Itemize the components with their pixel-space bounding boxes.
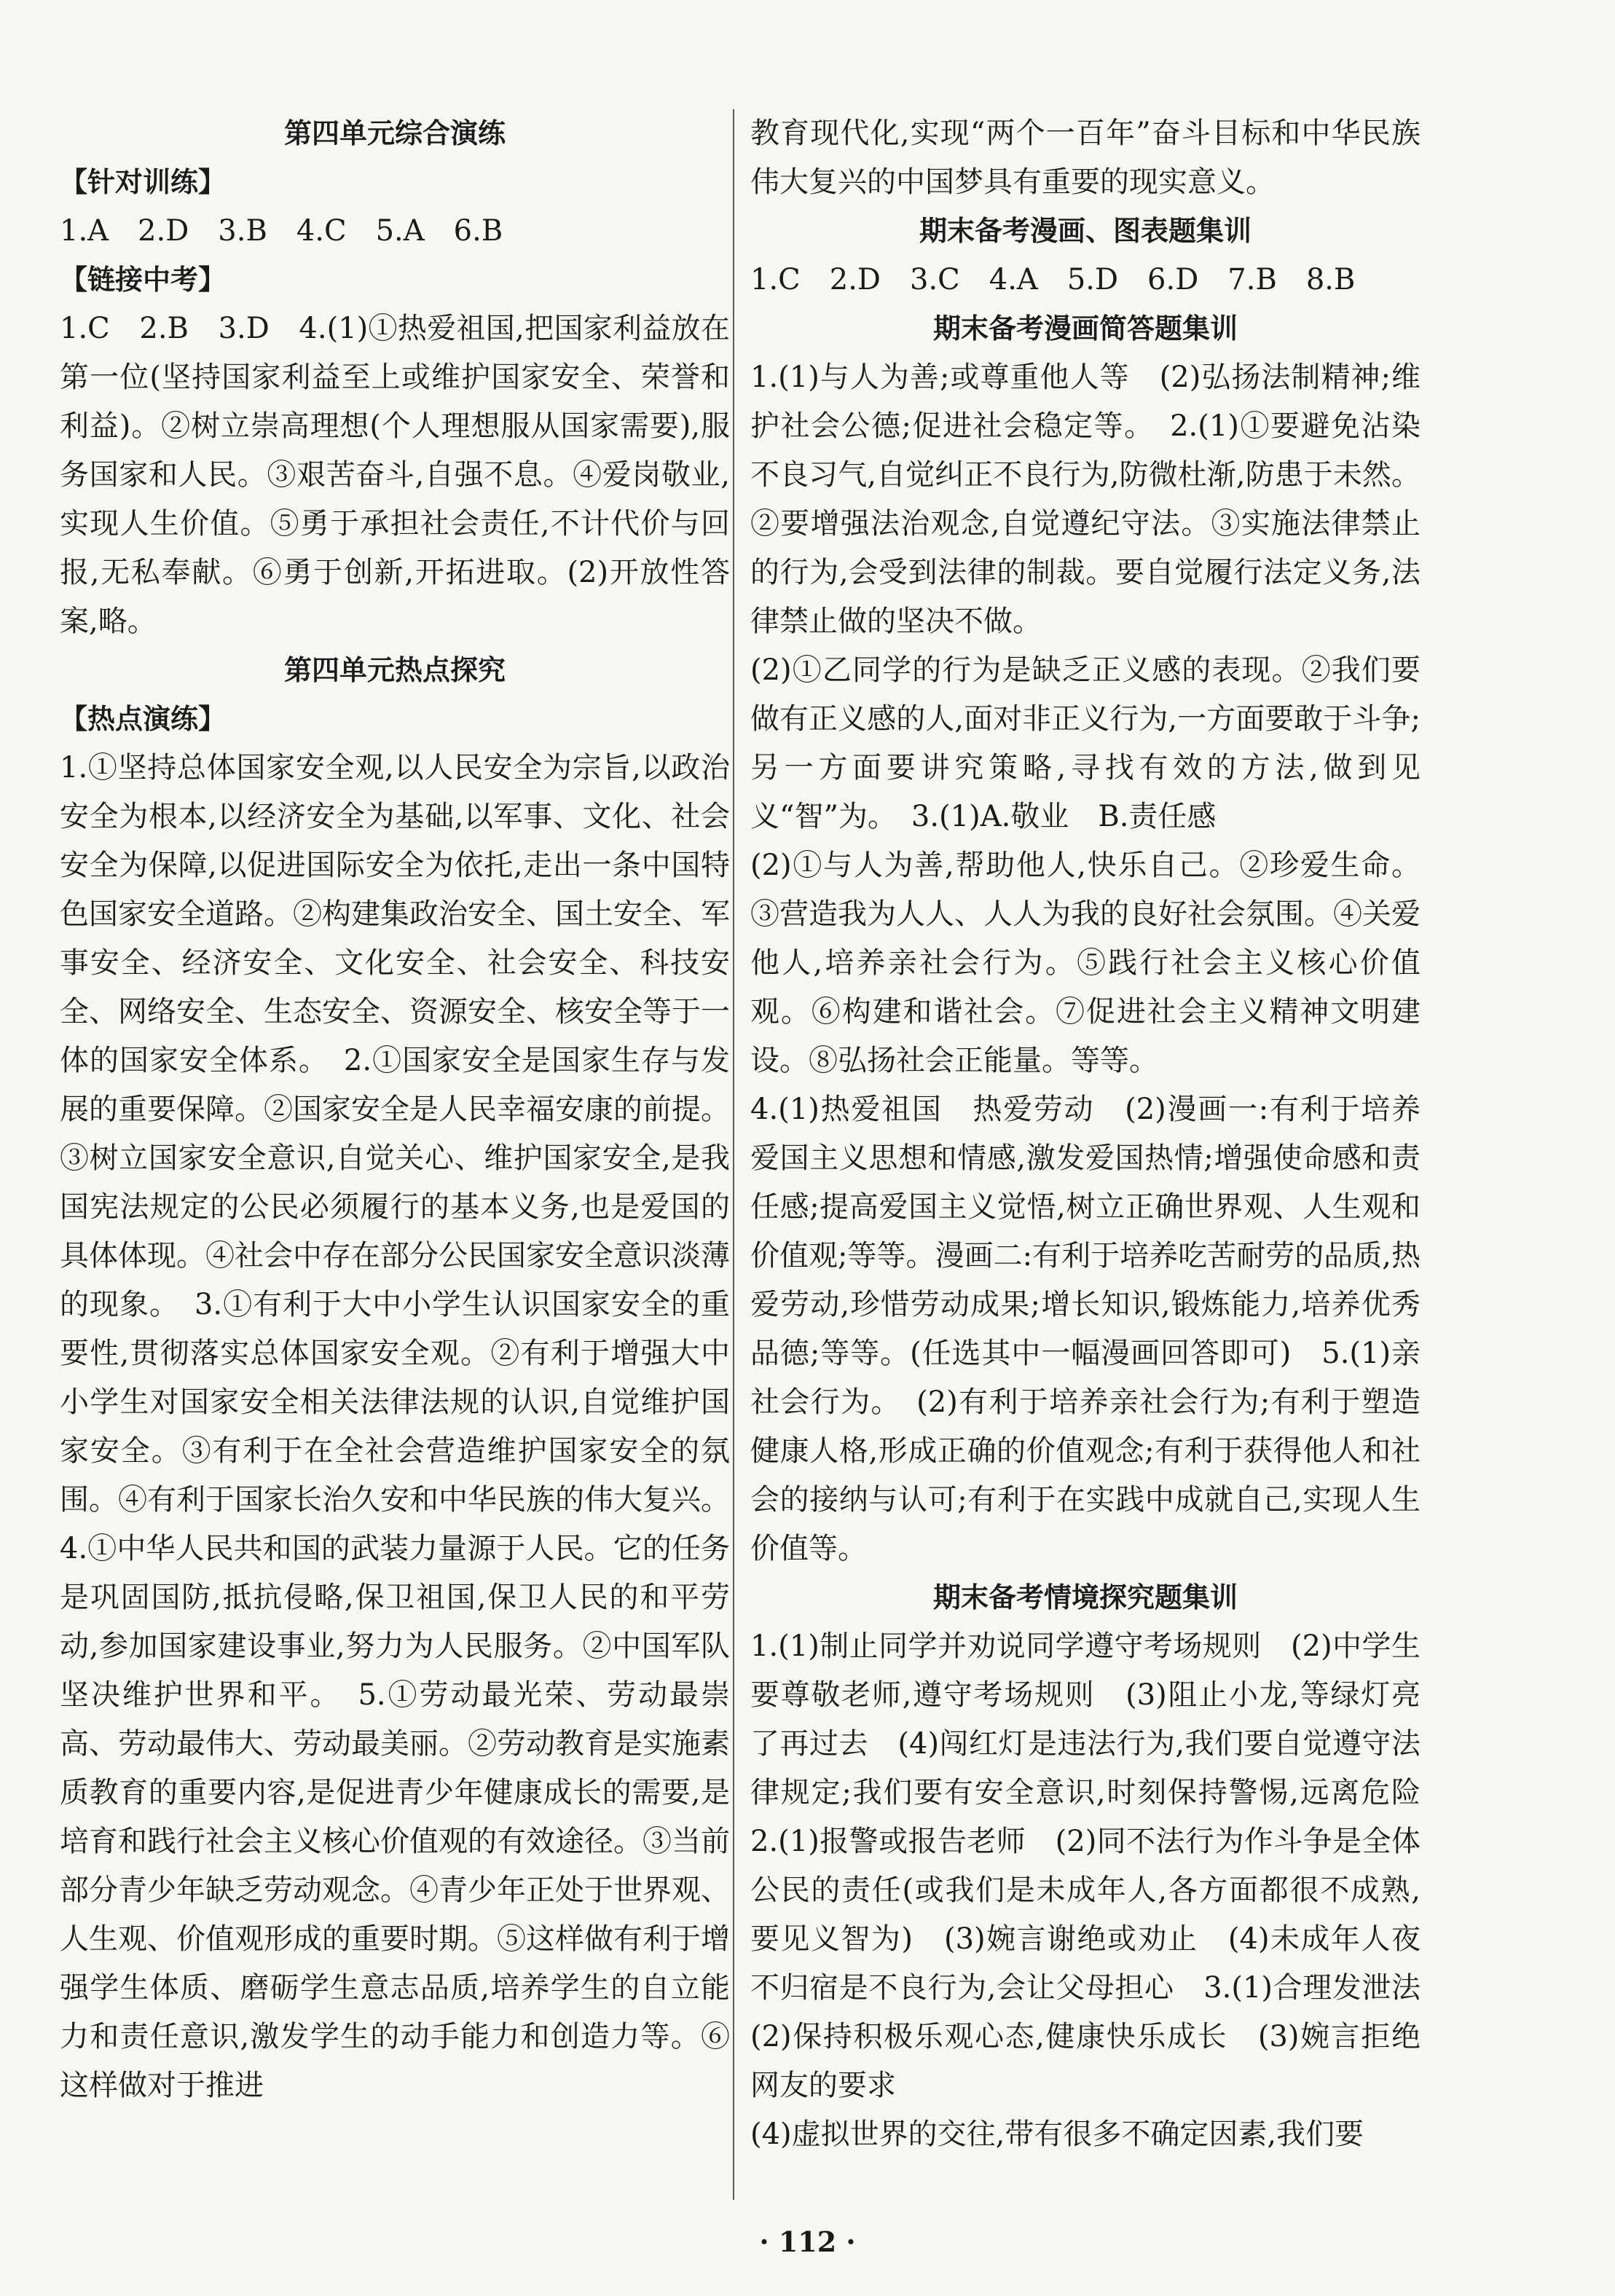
comic-short-text-3: (2)①与人为善,帮助他人,快乐自己。②珍爱生命。③营造我为人人、人人为我的良好社会氛围。④关爱他人,培养亲社会行为。⑤践行社会主义核心价值观。⑥构建和谐社会。⑦促进社会主义精神文明建设。⑧弘扬社会正能量。等等。	[750, 849, 1421, 1077]
comic-short-text-4: 4.(1)热爱祖国 热爱劳动 (2)漫画一:有利于培养爱国主义思想和情感,激发爱国热情;增强使命感和责任感;提高爱国主义觉悟,树立正确世界观、人生观和价值观;等等。漫画二:有利于培养吃苦耐劳的品质,热爱劳动,珍惜劳动成果;增长知识,锻炼能力,培养优秀品德;等等。(任选其中一幅漫画回答即可) 5.(1)亲社会行为。 (2)有利于培养亲社会行为;有利于塑造健康人格,形成正确的价值观念;有利于获得他人和社会的接纳与认可;有利于在实践中成就自己,实现人生价值等。	[750, 1093, 1421, 1565]
link-exam-label: 【链接中考】	[60, 264, 227, 296]
scenario-text-2: (4)虚拟世界的交往,带有很多不确定因素,我们要	[750, 2118, 1364, 2151]
targeted-training-label: 【针对训练】	[60, 166, 227, 198]
left-column	[60, 109, 730, 2110]
link-exam-text: 1.C 2.B 3.D 4.(1)①热爱祖国,把国家利益放在第一位(坚持国家利益至上或维护国家安全、荣誉和利益)。②树立崇高理想(个人理想服从国家需要),服务国家和人民。③艰苦奋斗,自强不息。④爱岗敬业,实现人生价值。⑤勇于承担社会责任,不计代价与回报,无私奉献。⑥勇于创新,开拓进取。(2)开放性答案,略。	[60, 312, 730, 638]
comic-chart-title: 期末备考漫画、图表题集训	[919, 215, 1251, 247]
targeted-training-answers: 1.A 2.D 3.B 4.C 5.A 6.B	[60, 214, 503, 248]
comic-short-title: 期末备考漫画简答题集训	[932, 312, 1238, 345]
comic-short-text-1: 1.(1)与人为善;或尊重他人等 (2)弘扬法制精神;维护社会公德;促进社会稳定等。 2.(1)①要避免沾染不良习气,自觉纠正不良行为,防微杜渐,防患于未然。②要增强法治观念,自觉遵纪守法。③实施法律禁止的行为,会受到法律的制裁。要自觉履行法定义务,法律禁止做的坚决不做。	[750, 361, 1421, 638]
right-column	[750, 109, 1450, 2159]
comic-short-text-2: (2)①乙同学的行为是缺乏正义感的表现。②我们要做有正义感的人,面对非正义行为,一方面要敢于斗争;另一方面要讲究策略,寻找有效的方法,做到见义“智”为。 3.(1)A.敬业 B.责任感	[750, 653, 1421, 833]
hot-practice-label: 【热点演练】	[60, 703, 227, 735]
continuation-text: 教育现代化,实现“两个一百年”奋斗目标和中华民族伟大复兴的中国梦具有重要的现实意义。	[750, 117, 1421, 199]
page-number: · 112 ·	[759, 2225, 856, 2258]
unit4-hot-title: 第四单元热点探究	[283, 654, 506, 686]
column-divider	[733, 109, 734, 2200]
hot-practice-text-2: 4.①中华人民共和国的武装力量源于人民。它的任务是巩固国防,抵抗侵略,保卫祖国,保卫人民的和平劳动,参加国家建设事业,努力为人民服务。②中国军队坚决维护世界和平。 5.①劳动最光荣、劳动最崇高、劳动最伟大、劳动最美丽。②劳动教育是实施素质教育的重要内容,是促进青少年健康成长的需要,是培育和践行社会主义核心价值观的有效途径。③当前部分青少年缺乏劳动观念。④青少年正处于世界观、人生观、价值观形成的重要时期。⑤这样做有利于增强学生体质、磨砺学生意志品质,培养学生的自立能力和责任意识,激发学生的动手能力和创造力等。⑥这样做对于推进	[60, 1532, 730, 2102]
hot-practice-text: 1.①坚持总体国家安全观,以人民安全为宗旨,以政治安全为根本,以经济安全为基础,以军事、文化、社会安全为保障,以促进国际安全为依托,走出一条中国特色国家安全道路。②构建集政治安全、国土安全、军事安全、经济安全、文化安全、社会安全、科技安全、网络安全、生态安全、资源安全、核安全等于一体的国家安全体系。 2.①国家安全是国家生存与发展的重要保障。②国家安全是人民幸福安康的前提。③树立国家安全意识,自觉关心、维护国家安全,是我国宪法规定的公民必须履行的基本义务,也是爱国的具体体现。④社会中存在部分公民国家安全意识淡薄的现象。 3.①有利于大中小学生认识国家安全的重要性,贯彻落实总体国家安全观。②有利于增强大中小学生对国家安全相关法律法规的认识,自觉维护国家安全。③有利于在全社会营造维护国家安全的氛围。④有利于国家长治久安和中华民族的伟大复兴。	[60, 751, 730, 1517]
comic-chart-answers: 1.C 2.D 3.C 4.A 5.D 6.D 7.B 8.B	[750, 263, 1356, 296]
scenario-text: 1.(1)制止同学并劝说同学遵守考场规则 (2)中学生要尊敬老师,遵守考场规则 (3)阻止小龙,等绿灯亮了再过去 (4)闯红灯是违法行为,我们要自觉遵守法律规定;我们要有安全意识,时刻保持警惕,远离危险 2.(1)报警或报告老师 (2)同不法行为作斗争是全体公民的责任(或我们是未成年人,各方面都很不成熟,要见义智为) (3)婉言谢绝或劝止 (4)未成年人夜不归宿是不良行为,会让父母担心 3.(1)合理发泄法 (2)保持积极乐观心态,健康快乐成长 (3)婉言拒绝网友的要求	[750, 1629, 1450, 2102]
scenario-title: 期末备考情境探究题集训	[932, 1581, 1238, 1613]
unit4-review-title: 第四单元综合演练	[283, 117, 506, 149]
